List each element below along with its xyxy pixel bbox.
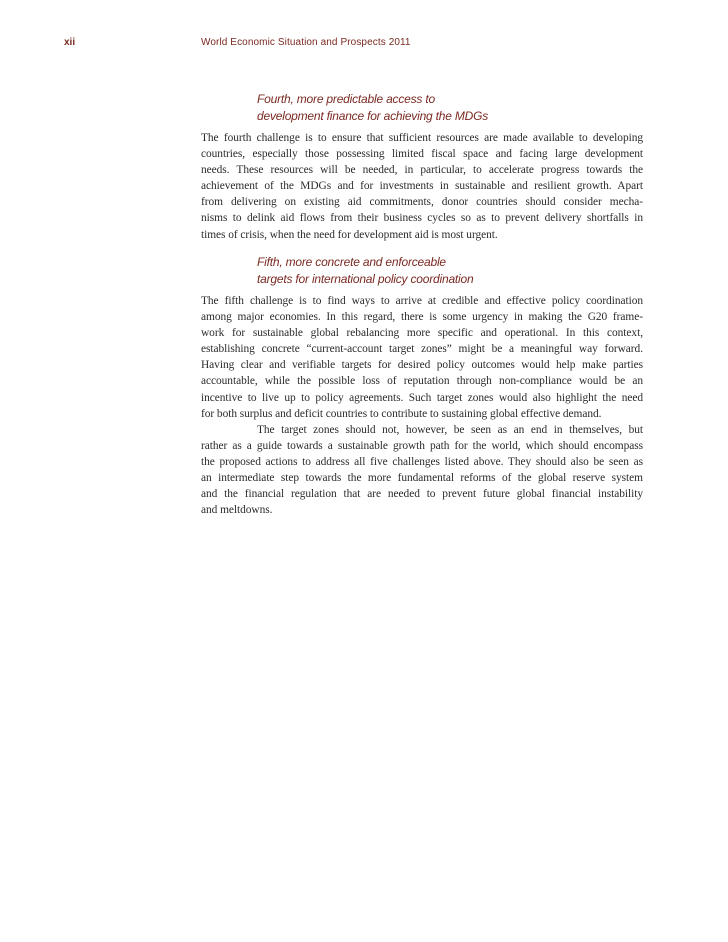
text-line: and the financial regulation that are needed to prevent future global financial instability (201, 488, 643, 501)
page-number: xii (64, 37, 76, 48)
text-line: times of crisis, when the need for development aid is most urgent. (201, 228, 498, 241)
text-line: The target zones should not, however, be seen as an end in themselves, but (257, 423, 643, 436)
heading-line: Fourth, more predictable access to (257, 92, 435, 106)
text-line: needs. These resources will be needed, in particular, to accelerate progress towards the (201, 164, 643, 177)
section-heading-fourth (257, 91, 488, 124)
text-line: an intermediate step towards the more fundamental reforms of the global reserve system (201, 472, 643, 485)
heading-line: Fifth, more concrete and enforceable (257, 255, 446, 269)
text-line: from delivering on existing aid commitments, donor countries should consider mecha- (201, 196, 643, 209)
text-line: incentive to live up to policy agreements. Such target zones would also highlight the need (201, 391, 643, 404)
text-line: nisms to delink aid flows from their business cycles so as to prevent delivery shortfalls in (201, 212, 643, 225)
text-line: The fifth challenge is to find ways to arrive at credible and effective policy coordination (201, 295, 643, 307)
running-head: World Economic Situation and Prospects 2011 (201, 37, 411, 48)
text-line: The fourth challenge is to ensure that sufficient resources are made available to developing (201, 132, 643, 144)
text-line: Having clear and verifiable targets for desired policy outcomes would help make parties (201, 359, 643, 372)
heading-line: targets for international policy coordination (257, 271, 474, 286)
text-line: establishing concrete “current-account target zones” might be a meaningful way forward. (201, 343, 643, 356)
paragraph-fourth-challenge (201, 130, 643, 243)
text-line: rather as a guide towards a sustainable growth path for the world, which should encompass (201, 439, 643, 452)
text-line: among major economies. In this regard, there is some urgency in making the G20 frame- (201, 311, 643, 324)
text-line: for both surplus and deficit countries to contribute to sustaining global effective demand. (201, 407, 602, 420)
text-line: and meltdowns. (201, 504, 273, 517)
text-line: achievement of the MDGs and for investments in sustainable and resilient growth. Apart (201, 180, 643, 193)
text-line: work for sustainable global rebalancing more specific and operational. In this context, (201, 327, 643, 340)
text-line: the proposed actions to address all five challenges listed above. They should also be seen as (201, 455, 643, 468)
heading-line: development finance for achieving the MDGs (257, 108, 489, 123)
text-line: accountable, while the possible loss of reputation through non-compliance would be an (201, 375, 643, 388)
section-heading-fifth (257, 254, 473, 287)
paragraph-fifth-challenge (201, 293, 643, 518)
text-line: countries, especially those possessing limited fiscal space and facing large development (201, 148, 643, 161)
